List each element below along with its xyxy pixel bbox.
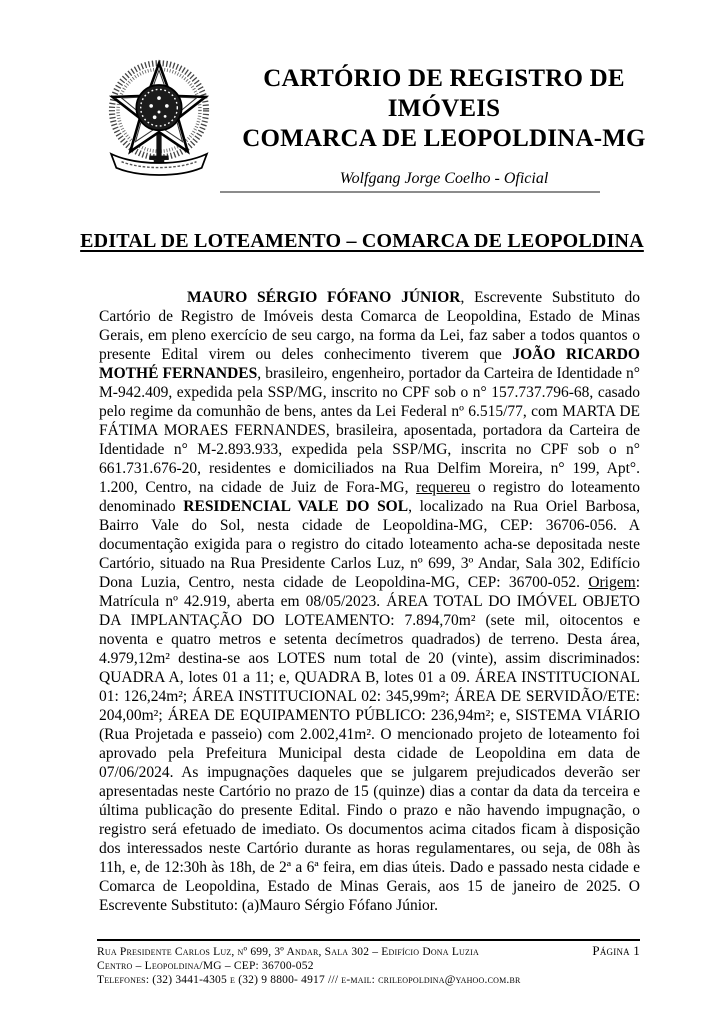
document-title: EDITAL DE LOTEAMENTO – COMARCA DE LEOPOLDINA bbox=[80, 230, 644, 252]
paragraph-segment: o registro do loteamento denominado bbox=[99, 479, 640, 515]
footer-address-line1: Rua Presidente Carlos Luz, nº 699, 3º Andar, Sala 302 – Edifício Dona Luzia bbox=[97, 946, 479, 958]
paragraph-segment: RESIDENCIAL VALE DO SOL bbox=[183, 498, 409, 515]
paragraph-segment: , Escrevente Substituto do Cartório de Registro de Imóveis desta Comarca de Leopoldina, Estado de Minas Gerais, em pleno exercício de seu cargo, na forma da Lei, faz saber a todos quantos o presente Edital virem ou deles conhecimento tiverem que bbox=[99, 289, 640, 363]
official-name: Wolfgang Jorge Coelho - Oficial bbox=[339, 170, 549, 187]
paragraph-segment: JOÃO RICARDO MOTHÉ FERNANDES bbox=[99, 346, 640, 382]
office-name-line1: CARTÓRIO DE REGISTRO DE IMÓVEIS bbox=[263, 65, 625, 122]
header-divider bbox=[220, 191, 600, 193]
brazil-coat-of-arms-seal-icon bbox=[102, 58, 216, 180]
header bbox=[228, 64, 660, 188]
page-footer bbox=[97, 939, 640, 987]
paragraph-segment: , brasileiro, engenheiro, portador da Carteira de Identidade n° M-942.409, expedida pela SSP/MG, inscrito no CPF sob o n° 157.737.796-68, casado pelo regime da comunhão de bens, antes da Lei Federal nº 6.515/77, com MARTA DE FÁTIMA MORAES FERNANDES, brasileira, aposentada, portadora da Carteira de Identidade n° M-2.893.933, expedida pela SSP/MG, inscrita no CPF sob o n° 661.731.676-20, residentes e domiciliados na Rua Delfim Moreira, n° 199, Apt°. 1.200, Centro, na cidade de Juiz de Fora-MG, bbox=[99, 365, 641, 496]
page-number-label: Página 1 bbox=[592, 943, 640, 958]
paragraph-segment: Origem bbox=[588, 574, 636, 591]
paragraph-segment: , localizado na Rua Oriel Barbosa, Bairro Vale do Sol, nesta cidade de Leopoldina-MG, CEP: 36706-056. A documentação exigida para o registro do citado loteamento acha-se depositada neste Cartório, situado na Rua Presidente Carlos Luz, nº 699, 3º Andar, Sala 302, Edifício Dona Luzia, Centro, nesta cidade de Leopoldina-MG, CEP: 36700-052. bbox=[99, 498, 640, 591]
paragraph-segment: : Matrícula nº 42.919, aberta em 08/05/2023. ÁREA TOTAL DO IMÓVEL OBJETO DA IMPLANTAÇÃO DO LOTEAMENTO: 7.894,70m² (sete mil, oitocentos e noventa e quatro metros e setenta decímetros quadrados) de terreno. Desta área, 4.979,12m² destina-se aos LOTES num total de 20 (vinte), assim discriminados: QUADRA A, lotes 01 a 11; e, QUADRA B, lotes 01 a 09. ÁREA INSTITUCIONAL 01: 126,24m²; ÁREA INSTITUCIONAL 02: 345,99m²; ÁREA DE SERVIDÃO/ETE: 204,00m²; ÁREA DE EQUIPAMENTO PÚBLICO: 236,94m²; e, SISTEMA VIÁRIO (Rua Projetada e passeio) com 2.002,41m². O mencionado projeto de loteamento foi aprovado pela Prefeitura Municipal desta cidade de Leopoldina em data de 07/06/2024. As impugnações daqueles que se julgarem prejudicados deverão ser apresentadas neste Cartório no prazo de 15 (quinze) dias a contar da data da terceira e última publicação do presente Edital. Findo o prazo e não havendo impugnação, o registro será efetuado de imediato. Os documentos acima citados ficam à disposição dos interessados neste Cartório durante as horas regulamentares, ou seja, de 08h às 11h, e, de 12:30h às 18h, de 2ª a 6ª feira, em dias úteis. Dado e passado nesta cidade e Comarca de Leopoldina, Estado de Minas Gerais, aos 15 de janeiro de 2025. O Escrevente Substituto: (a)Mauro Sérgio Fófano Júnior. bbox=[99, 574, 640, 914]
office-name-line2: COMARCA DE LEOPOLDINA-MG bbox=[242, 125, 646, 152]
footer-contacts-line: Telefones: (32) 3441-4305 e (32) 9 8800- 4917 /// e-mail: crileopoldina@yahoo.com.br bbox=[97, 974, 521, 986]
paragraph-segment: MAURO SÉRGIO FÓFANO JÚNIOR bbox=[187, 289, 461, 306]
paragraph-segment: requereu bbox=[416, 479, 471, 496]
edital-paragraph bbox=[99, 288, 640, 915]
footer-address-line2: Centro – Leopoldina/MG – CEP: 36700-052 bbox=[97, 960, 314, 972]
